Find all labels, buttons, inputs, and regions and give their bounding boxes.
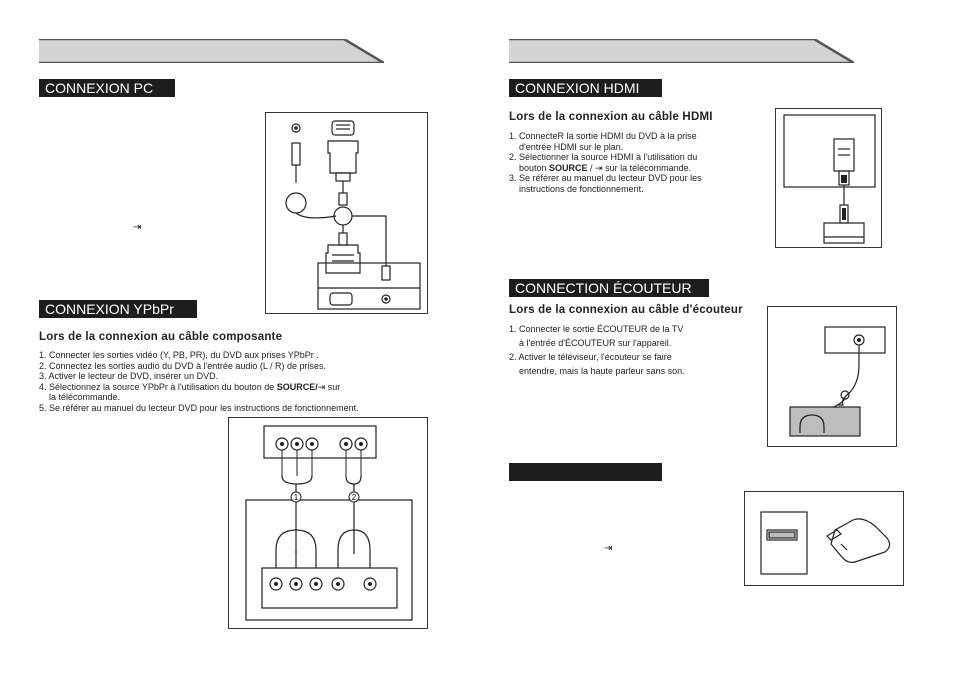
- ypbpr-step-3: 3. Activer le lecteur de DVD, insérer un DVD.: [39, 371, 219, 382]
- figure-label-2: 2: [351, 493, 357, 502]
- usb-source-icon: ⇥: [604, 543, 613, 554]
- earphone-step-1-cont: à l'entrée d'ÉCOUTEUR sur l'appareil.: [519, 338, 672, 348]
- hdmi-steps: [509, 131, 702, 195]
- usb-section-title: [509, 463, 662, 481]
- source-key-label: SOURCE/: [276, 381, 318, 392]
- right-header-banner: [509, 39, 854, 63]
- earphone-step-1: 1. Connecter le sortie ÉCOUTEUR de la TV: [509, 324, 684, 334]
- right-header-banner-shape: [509, 39, 854, 63]
- ypbpr-section-title: CONNEXION YPbPr: [39, 300, 197, 318]
- source-icon: ⇥: [595, 162, 603, 173]
- earphone-step-2: 2. Activer le téléviseur, l'écouteur se faire: [509, 352, 672, 362]
- earphone-connection-figure: [767, 306, 897, 447]
- ypbpr-step-5: 5. Se référer au manuel du lecteur DVD pour les instructions de fonctionnement.: [39, 402, 359, 413]
- hdmi-step-2-suffix: sur la télécommande.: [602, 162, 692, 173]
- ypbpr-steps: [39, 350, 359, 414]
- hdmi-connection-diagram: [776, 109, 883, 249]
- ypbpr-subheading: Lors de la connexion au câble composante: [39, 331, 283, 343]
- earphone-section-title: CONNECTION ÉCOUTEUR: [509, 279, 709, 297]
- ypbpr-connection-figure: [228, 417, 428, 629]
- usb-connection-figure: [744, 491, 904, 586]
- pc-source-icon: ⇥: [133, 222, 142, 233]
- ypbpr-step-4-text: 4. Sélectionnez la source YPbPr à l'utilisation du bouton de: [39, 381, 277, 392]
- hdmi-step-1-cont: d'entrée HDMI sur le plan.: [519, 141, 624, 152]
- source-icon: ⇥: [317, 381, 326, 392]
- earphone-step-2-cont: entendre, mais la haute parleur sans son.: [519, 366, 685, 376]
- source-key-label: SOURCE: [549, 162, 588, 173]
- figure-label-1: 1: [293, 493, 299, 502]
- hdmi-step-2-cont: [509, 163, 702, 174]
- hdmi-step-3: 3. Se référer au manuel du lecteur DVD pour les: [509, 173, 702, 184]
- earphone-connection-diagram: [768, 307, 898, 448]
- earphone-subheading: Lors de la connexion au câble d'écouteur: [509, 304, 743, 316]
- ypbpr-step-2: 2. Connectez les sorties audio du DVD à l'entrée audio (L / R) de prises.: [39, 360, 327, 371]
- hdmi-step-3-cont: instructions de fonctionnement.: [519, 183, 644, 194]
- hdmi-subheading: Lors de la connexion au câble HDMI: [509, 111, 713, 123]
- ypbpr-step-4-suffix: sur: [325, 381, 341, 392]
- hdmi-step-1: 1. ConnecteR la sortie HDMI du DVD à la prise: [509, 131, 697, 141]
- left-header-banner-shape: [39, 39, 384, 63]
- pc-connection-diagram: [266, 113, 429, 315]
- ypbpr-step-4-cont: la télécommande.: [49, 392, 121, 403]
- ypbpr-step-1: 1. Connecter les sorties vidéo (Y, PB, PR), du DVD aux prises YPbPr .: [39, 350, 319, 360]
- hdmi-step-2-text: bouton: [519, 162, 550, 173]
- hdmi-section-title: CONNEXION HDMI: [509, 79, 662, 97]
- hdmi-step-2: 2. Sélectionner la source HDMI à l'utilisation du: [509, 152, 698, 163]
- pc-section-title: CONNEXION PC: [39, 79, 175, 97]
- hdmi-connection-figure: [775, 108, 882, 248]
- left-header-banner: [39, 39, 384, 63]
- pc-connection-figure: [265, 112, 428, 314]
- usb-connection-diagram: [745, 492, 905, 587]
- earphone-steps: [509, 322, 685, 378]
- hdmi-step-2-sep: /: [587, 162, 596, 173]
- ypbpr-step-4: [39, 382, 359, 393]
- ypbpr-connection-diagram: [229, 418, 429, 630]
